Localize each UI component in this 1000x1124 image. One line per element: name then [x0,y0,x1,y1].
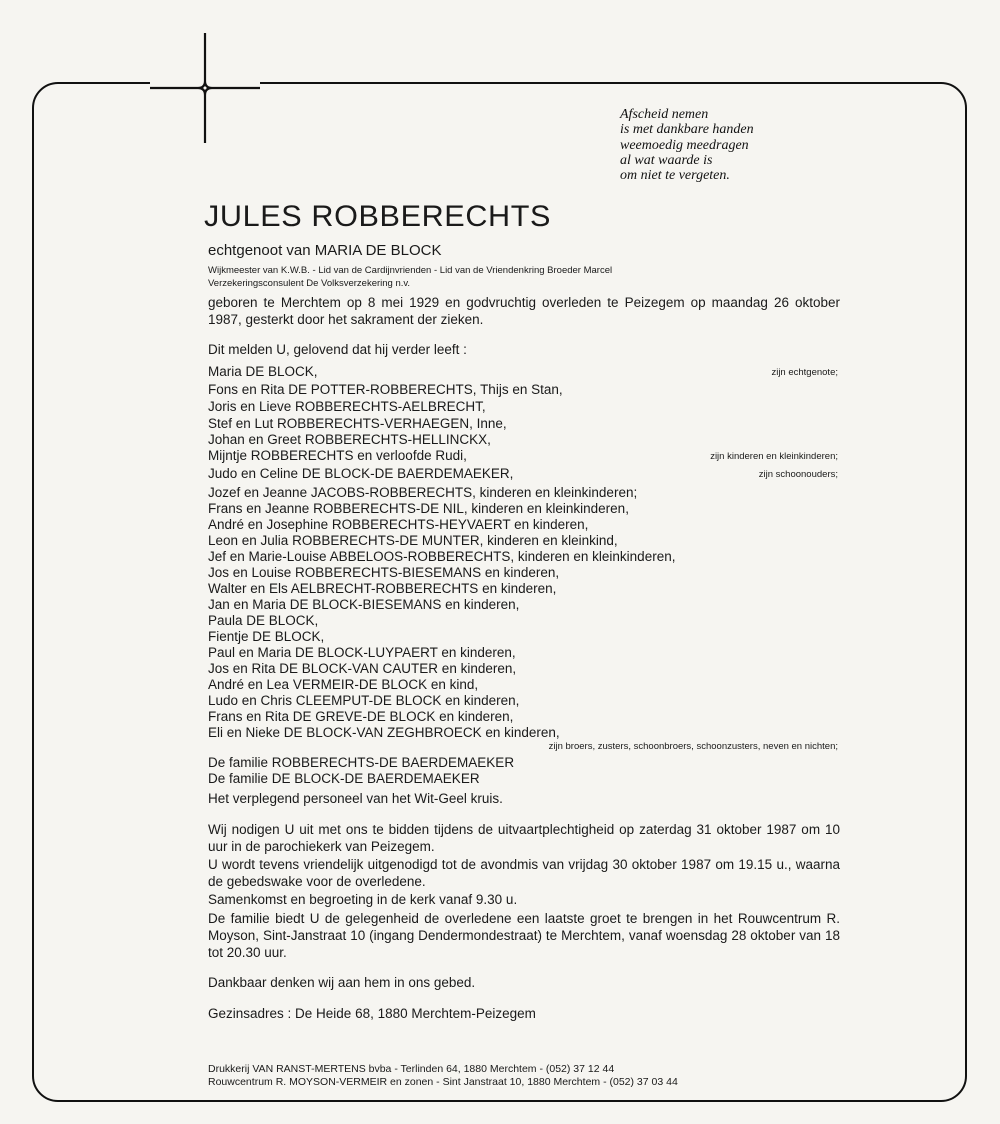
mourner-line: Eli en Nieke DE BLOCK-VAN ZEGHBROECK en kinderen, [208,725,560,740]
relation-label: zijn echtgenote; [771,367,838,378]
poem-line: al wat waarde is [620,152,713,168]
closing-line: Dankbaar denken wij aan hem in ons gebed. [208,975,476,990]
roles-line: Wijkmeester van K.W.B. - Lid van de Cardijnvrienden - Lid van de Vriendenkring Broeder Marcel [208,265,613,276]
mourner-line: André en Josephine ROBBERECHTS-HEYVAERT en kinderen, [208,517,589,532]
mourner-line: Mijntje ROBBERECHTS en verloofde Rudi, [208,448,467,463]
mourner-line: Jan en Maria DE BLOCK-BIESEMANS en kinderen, [208,597,520,612]
funeral-invitation: Wij nodigen U uit met ons te bidden tijdens de uitvaartplechtigheid op zaterdag 31 oktober 1987 om 10 uur in de parochiekerk van Peizegem. [208,822,840,854]
mourner-line: Maria DE BLOCK, [208,364,318,379]
mourner-line: Frans en Jeanne ROBBERECHTS-DE NIL, kinderen en kleinkinderen, [208,501,629,516]
announcement-intro: Dit melden U, gelovend dat hij verder leeft : [208,342,467,357]
family-line: De familie DE BLOCK-DE BAERDEMAEKER [208,771,480,786]
birth-death-text: geboren te Merchtem op 8 mei 1929 en godvruchtig overleden te Peizegem op maandag 26 oktober 1987, gesterkt door het sakrament der zieken. [208,295,840,327]
relation-label: zijn kinderen en kleinkinderen; [710,451,838,462]
cross-icon [150,33,260,143]
nursing-line: Het verplegend personeel van het Wit-Geel kruis. [208,791,503,806]
mourner-line: Johan en Greet ROBBERECHTS-HELLINCKX, [208,432,491,447]
gathering-info: Samenkomst en begroeting in de kerk vanaf 9.30 u. [208,892,518,907]
printer-line: Drukkerij VAN RANST-MERTENS bvba - Terlinden 64, 1880 Merchtem - (052) 37 12 44 [208,1063,615,1075]
mourner-line: Fientje DE BLOCK, [208,629,325,644]
mourner-line: Paul en Maria DE BLOCK-LUYPAERT en kinderen, [208,645,516,660]
mourner-line: Stef en Lut ROBBERECHTS-VERHAEGEN, Inne, [208,416,507,431]
mourner-line: Walter en Els AELBRECHT-ROBBERECHTS en kinderen, [208,581,557,596]
printer-info [208,1063,678,1088]
family-line: De familie ROBBERECHTS-DE BAERDEMAEKER [208,755,515,770]
evening-mass-invitation: U wordt tevens vriendelijk uitgenodigd tot de avondmis van vrijdag 30 oktober 1987 om 19.15 u., waarna de gebedswake voor de overledene. [208,857,840,889]
deceased-name: JULES ROBBERECHTS [204,200,552,233]
roles-line: Verzekeringsconsulent De Volksverzekering n.v. [208,277,411,289]
mourner-line: Jozef en Jeanne JACOBS-ROBBERECHTS, kinderen en kleinkinderen; [208,485,638,500]
family-address: Gezinsadres : De Heide 68, 1880 Merchtem-Peizegem [208,1006,536,1021]
mourner-line: Paula DE BLOCK, [208,613,319,628]
poem-line: om niet te vergeten. [620,168,730,184]
mourner-line: Jos en Louise ROBBERECHTS-BIESEMANS en kinderen, [208,565,560,580]
roles [208,265,612,290]
mourner-line: Ludo en Chris CLEEMPUT-DE BLOCK en kinderen, [208,693,520,708]
mourner-line: Jos en Rita DE BLOCK-VAN CAUTER en kinderen, [208,661,517,676]
poem-line: is met dankbare handen [620,122,754,138]
poem-line: weemoedig meedragen [620,137,749,153]
mourner-line: André en Lea VERMEIR-DE BLOCK en kind, [208,677,479,692]
mourner-line: Joris en Lieve ROBBERECHTS-AELBRECHT, [208,399,486,414]
mourner-line: Fons en Rita DE POTTER-ROBBERECHTS, Thijs en Stan, [208,382,563,397]
mourner-line: Frans en Rita DE GREVE-DE BLOCK en kinderen, [208,709,514,724]
relation-label: zijn broers, zusters, schoonbroers, schoonzusters, neven en nichten; [548,741,838,752]
relation-label: zijn schoonouders; [758,469,838,480]
farewell-info: De familie biedt U de gelegenheid de overledene een laatste groet te brengen in het Rouwcentrum R. Moyson, Sint-Janstraat 10 (ingang Dendermondestraat) te Merchtem, vanaf woensdag 28 oktober van 18 tot 20.30 uur. [208,911,840,960]
poem-line: Afscheid nemen [620,107,709,122]
mourner-line: Judo en Celine DE BLOCK-DE BAERDEMAEKER, [208,466,514,481]
spouse-line: echtgenoot van MARIA DE BLOCK [208,242,442,259]
mourner-line: Jef en Marie-Louise ABBELOOS-ROBBERECHTS, kinderen en kleinkinderen, [208,549,676,564]
farewell-poem [620,107,754,183]
printer-line: Rouwcentrum R. MOYSON-VERMEIR en zonen - Sint Janstraat 10, 1880 Merchtem - (052) 37 03 44 [208,1075,678,1088]
mourner-line: Leon en Julia ROBBERECHTS-DE MUNTER, kinderen en kleinkind, [208,533,618,548]
